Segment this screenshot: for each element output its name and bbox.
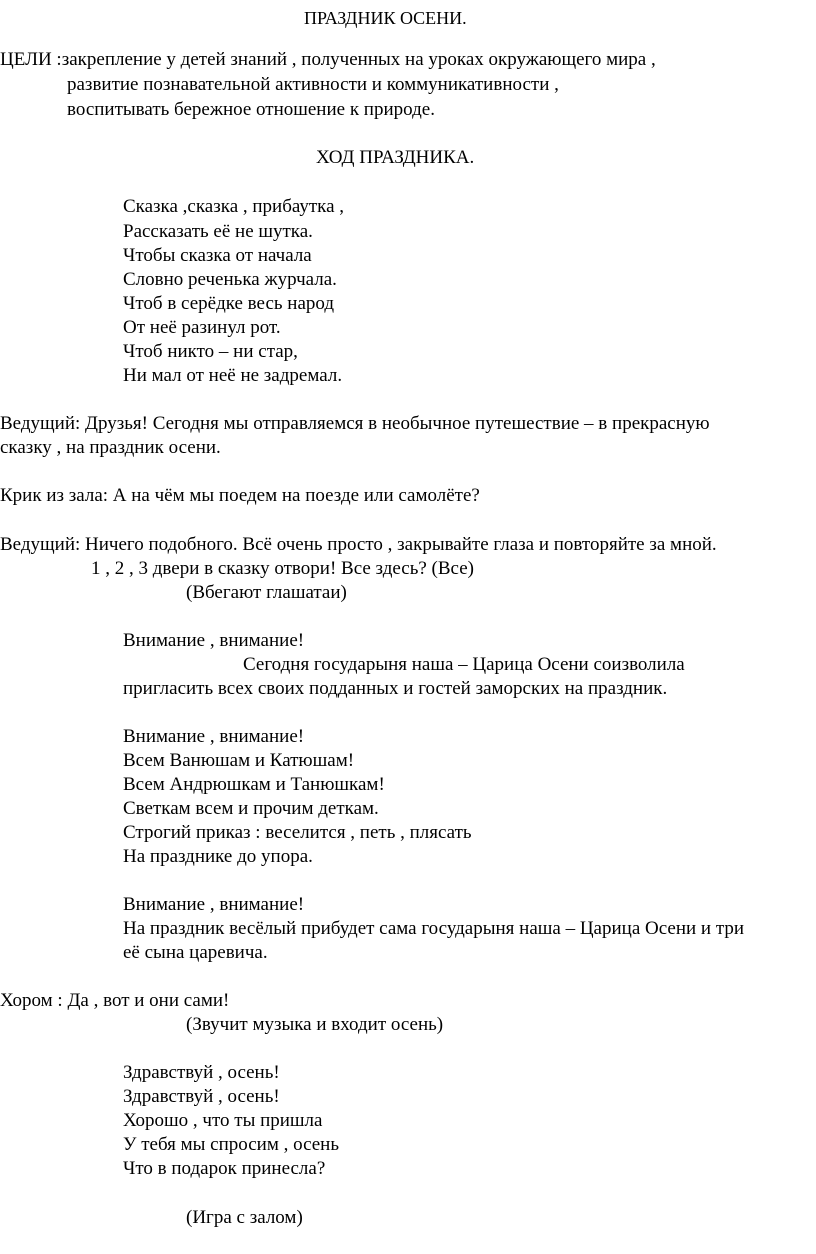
poem-line: Чтобы сказка от начала xyxy=(123,245,312,266)
greeting-line: Здравствуй , осень! xyxy=(123,1062,280,1083)
stage-direction-heralds: (Вбегают глашатаи) xyxy=(186,582,347,603)
herald-3-attention: Внимание , внимание! xyxy=(123,894,305,915)
chorus-line: Хором : Да , вот и они сами! xyxy=(0,990,230,1011)
progress-heading: ХОД ПРАЗДНИКА. xyxy=(316,147,475,168)
page-title: ПРАЗДНИК ОСЕНИ. xyxy=(304,8,467,28)
poem-line: Чтоб в серёдке весь народ xyxy=(123,293,335,314)
stage-direction-game: (Игра с залом) xyxy=(186,1207,303,1228)
herald-2-line: Внимание , внимание! xyxy=(123,726,305,747)
herald-2-line: Строгий приказ : веселится , петь , плясать xyxy=(123,822,472,843)
herald-2-line: Всем Андрюшкам и Танюшкам! xyxy=(123,774,385,795)
host-speech-2-line-2: 1 , 2 , 3 двери в сказку отвори! Все здесь? (Все) xyxy=(91,558,474,579)
goals-line-1: ЦЕЛИ :закрепление у детей знаний , полученных на уроках окружающего мира , xyxy=(0,49,656,70)
greeting-line: Хорошо , что ты пришла xyxy=(123,1110,323,1131)
herald-2-line: Всем Ванюшам и Катюшам! xyxy=(123,750,355,771)
herald-3-line-1: На праздник весёлый прибудет сама государыня наша – Царица Осени и три xyxy=(123,918,745,939)
herald-3-line-2: её сына царевича. xyxy=(123,942,268,963)
herald-1-line-2: пригласить всех своих подданных и гостей заморских на праздник. xyxy=(123,678,668,699)
goals-line-3: воспитывать бережное отношение к природе. xyxy=(67,99,435,120)
herald-1-line-1: Сегодня государыня наша – Царица Осени соизволила xyxy=(243,654,685,675)
host-speech-1-line-2: сказку , на праздник осени. xyxy=(0,437,221,458)
poem-line: Чтоб никто – ни стар, xyxy=(123,341,298,362)
poem-line: Рассказать её не шутка. xyxy=(123,221,313,242)
stage-direction-music: (Звучит музыка и входит осень) xyxy=(186,1014,444,1035)
goals-line-2: развитие познавательной активности и коммуникативности , xyxy=(67,74,559,95)
audience-shout: Крик из зала: А на чём мы поедем на поезде или самолёте? xyxy=(0,485,480,506)
greeting-line: Что в подарок принесла? xyxy=(123,1158,326,1179)
host-speech-2-line-1: Ведущий: Ничего подобного. Всё очень просто , закрывайте глаза и повторяйте за мной. xyxy=(0,534,717,555)
herald-2-line: На празднике до упора. xyxy=(123,846,313,867)
host-speech-1-line-1: Ведущий: Друзья! Сегодня мы отправляемся в необычное путешествие – в прекрасную xyxy=(0,413,710,434)
herald-2-line: Светкам всем и прочим деткам. xyxy=(123,798,379,819)
poem-line: Сказка ,сказка , прибаутка , xyxy=(123,196,345,217)
poem-line: Словно реченька журчала. xyxy=(123,269,337,290)
poem-line: Ни мал от неё не задремал. xyxy=(123,365,343,386)
herald-1-attention: Внимание , внимание! xyxy=(123,630,305,651)
greeting-line: Здравствуй , осень! xyxy=(123,1086,280,1107)
poem-line: От неё разинул рот. xyxy=(123,317,281,338)
greeting-line: У тебя мы спросим , осень xyxy=(123,1134,340,1155)
